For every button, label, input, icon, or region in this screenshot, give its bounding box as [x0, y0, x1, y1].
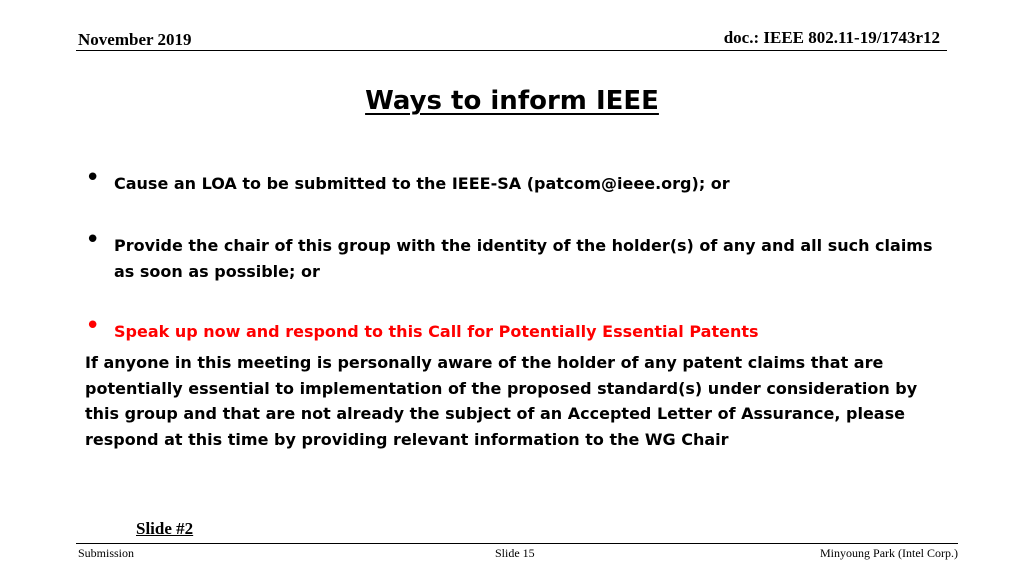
bullet-item — [85, 163, 945, 197]
header-date: November 2019 — [78, 30, 192, 49]
bullet-dot-icon: • — [85, 311, 101, 341]
slide-title-text: Ways to inform IEEE — [365, 86, 659, 116]
footer-author: Minyoung Park (Intel Corp.) — [820, 546, 958, 560]
header-divider — [76, 50, 947, 51]
header-doc-id: doc.: IEEE 802.11-19/1743r12 — [723, 28, 940, 47]
bullet-item-highlight — [85, 311, 945, 345]
footer-slide-number: Slide 15 — [495, 546, 535, 560]
footer-submission: Submission — [78, 546, 135, 560]
bullet-dot-icon: • — [85, 163, 101, 193]
bullet-text-highlight: Speak up now and respond to this Call for Potentially Essential Patents — [114, 322, 759, 341]
footer-divider — [76, 543, 958, 544]
slide-title — [0, 86, 1024, 116]
body-paragraph: If anyone in this meeting is personally aware of the holder of any patent claims that are potentially essential to implementation of the proposed standard(s) under consideration by this group and that are not already the subject of an Accepted Letter of Assurance, please respond at this time by providing relevant information to the WG Chair — [85, 353, 918, 449]
bullet-text: Provide the chair of this group with the identity of the holder(s) of any and all such claims as soon as possible; or — [114, 236, 933, 281]
bullet-dot-icon: • — [85, 225, 101, 255]
bullet-text: Cause an LOA to be submitted to the IEEE-SA (patcom@ieee.org); or — [114, 174, 730, 193]
bullet-item — [85, 225, 945, 285]
slide-marker: Slide #2 — [136, 519, 194, 538]
